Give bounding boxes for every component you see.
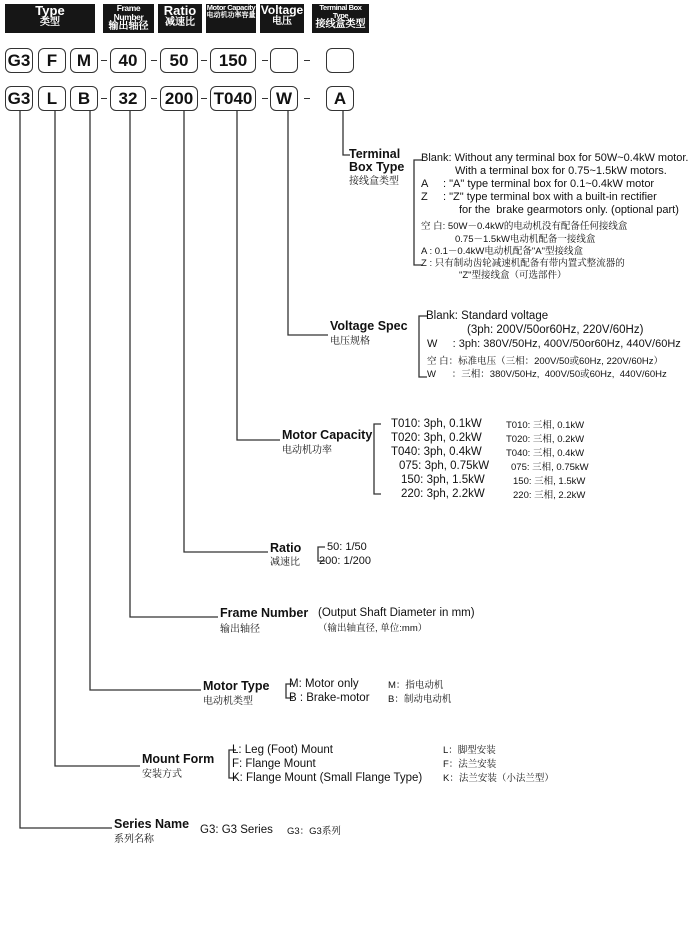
voltage-en-line: Blank: Standard voltage bbox=[426, 310, 549, 322]
connector-voltage bbox=[288, 110, 328, 335]
mount-zh-line: F：法兰安装 bbox=[443, 759, 497, 770]
terminal-en-line: Z : "Z" type terminal box with a built-in rectifier bbox=[421, 191, 657, 203]
mount-en-line: L: Leg (Foot) Mount bbox=[232, 744, 333, 756]
series-title-zh: 系列名称 bbox=[114, 834, 154, 845]
code-box-mount: L bbox=[38, 86, 66, 111]
terminal-title-line2: Box Type bbox=[349, 160, 405, 174]
terminal-zh-line: 空 白: 50W－0.4kW的电动机没有配备任何接线盒 bbox=[421, 221, 628, 232]
capacity-zh-line: 075: 三相, 0.75kW bbox=[511, 462, 589, 473]
terminal-en-line: for the brake gearmotors only. (optional part) bbox=[459, 204, 679, 216]
code-box-motor-type: M bbox=[70, 48, 98, 73]
capacity-zh-line: 150: 三相, 1.5kW bbox=[513, 476, 586, 487]
capacity-title-zh: 电动机功率 bbox=[282, 445, 332, 456]
mount-zh-line: K：法兰安装（小法兰型） bbox=[443, 773, 554, 784]
series-title: Series Name bbox=[114, 817, 190, 831]
ratio-title-zh: 减速比 bbox=[270, 557, 300, 568]
frame-title: Frame Number bbox=[220, 606, 309, 620]
header-frame-en: Frame Number bbox=[113, 3, 144, 22]
code-box-frame: 32 bbox=[110, 86, 146, 111]
header-capacity-zh: 电动机功率容量 bbox=[206, 11, 256, 19]
ratio-item: 200: 1/200 bbox=[319, 555, 371, 567]
header-voltage-zh: 电压 bbox=[272, 15, 292, 27]
connector-mount bbox=[55, 110, 140, 766]
voltage-zh-line: W ：三相：380V/50Hz, 400V/50或60Hz, 440V/60Hz bbox=[427, 369, 667, 380]
voltage-title-zh: 电压规格 bbox=[330, 336, 370, 347]
code-box-series: G3 bbox=[5, 48, 33, 73]
header-frame-zh: 输出轴径 bbox=[108, 20, 149, 32]
frame-title-zh: 输出轴径 bbox=[220, 624, 260, 635]
header-voltage-en: Voltage bbox=[260, 3, 304, 17]
capacity-title: Motor Capacity bbox=[282, 428, 373, 442]
motor-type-en-line: B : Brake-motor bbox=[289, 692, 370, 704]
terminal-en-line: Blank: Without any terminal box for 50W~0.4kW motor. bbox=[421, 152, 689, 164]
bracket-voltage bbox=[419, 316, 427, 377]
header-terminal-zh: 接线盒类型 bbox=[315, 18, 366, 30]
terminal-title-zh: 接线盒类型 bbox=[349, 176, 399, 187]
connector-series bbox=[20, 110, 112, 828]
terminal-zh-line: "Z"型接线盒（可选部件） bbox=[459, 270, 567, 281]
capacity-en-line: T020: 3ph, 0.2kW bbox=[391, 432, 482, 444]
frame-note: (Output Shaft Diameter in mm) bbox=[318, 607, 475, 619]
code-box-capacity: 150 bbox=[210, 48, 256, 73]
terminal-zh-line: A : 0.1－0.4kW电动机配备"A"型接线盒 bbox=[421, 246, 583, 257]
capacity-zh-line: T040: 三相, 0.4kW bbox=[506, 448, 585, 459]
motor-type-zh-line: M：指电动机 bbox=[388, 680, 444, 691]
mount-zh-line: L：脚型安装 bbox=[443, 745, 496, 756]
code-box-ratio: 50 bbox=[160, 48, 198, 73]
code-box-voltage: W bbox=[270, 86, 298, 111]
connector-capacity bbox=[237, 110, 280, 440]
header-ratio-en: Ratio bbox=[163, 3, 197, 18]
ratio-item: 50: 1/50 bbox=[327, 541, 367, 553]
terminal-en-line: With a terminal box for 0.75~1.5kW motors. bbox=[455, 165, 667, 177]
terminal-title-line1: Terminal bbox=[349, 147, 401, 161]
voltage-title: Voltage Spec bbox=[330, 319, 408, 333]
header-type-zh: 类型 bbox=[40, 16, 60, 28]
header-terminal-en: Terminal Box Type bbox=[319, 3, 362, 20]
motor-type-title-zh: 电动机类型 bbox=[203, 696, 253, 707]
bracket-capacity bbox=[374, 424, 381, 494]
capacity-en-line: T040: 3ph, 0.4kW bbox=[391, 446, 482, 458]
code-box-motor-type: B bbox=[70, 86, 98, 111]
terminal-en-line: A : "A" type terminal box for 0.1~0.4kW motor bbox=[421, 178, 655, 190]
capacity-en-line: 220: 3ph, 2.2kW bbox=[401, 488, 485, 500]
connector-ratio bbox=[184, 110, 268, 552]
mount-title: Mount Form bbox=[142, 752, 215, 766]
series-en: G3: G3 Series bbox=[200, 824, 273, 836]
terminal-zh-line: Z : 只有制动齿轮减速机配备有带内置式整流器的 bbox=[421, 258, 625, 269]
capacity-zh-line: T010: 三相, 0.1kW bbox=[506, 420, 585, 431]
header-type-en: Type bbox=[35, 3, 65, 18]
mount-en-line: K: Flange Mount (Small Flange Type) bbox=[232, 772, 423, 784]
capacity-en-line: 150: 3ph, 1.5kW bbox=[401, 474, 485, 486]
series-zh: G3：G3系列 bbox=[287, 826, 341, 837]
capacity-en-line: T010: 3ph, 0.1kW bbox=[391, 418, 482, 430]
mount-en-line: F: Flange Mount bbox=[232, 758, 316, 770]
capacity-zh-line: 220: 三相, 2.2kW bbox=[513, 490, 586, 501]
code-box-ratio: 200 bbox=[160, 86, 198, 111]
motor-type-title: Motor Type bbox=[203, 679, 270, 693]
code-box-terminal: A bbox=[326, 86, 354, 111]
header-ratio-zh: 减速比 bbox=[165, 16, 195, 28]
ratio-title: Ratio bbox=[270, 541, 302, 555]
terminal-zh-line: 0.75－1.5kW电动机配备一接线盒 bbox=[455, 234, 596, 245]
code-box-series: G3 bbox=[5, 86, 33, 111]
voltage-en-line: (3ph: 200V/50or60Hz, 220V/60Hz) bbox=[467, 324, 644, 336]
connector-frame bbox=[130, 110, 218, 617]
capacity-zh-line: T020: 三相, 0.2kW bbox=[506, 434, 585, 445]
header-capacity-en: Motor Capacity bbox=[206, 3, 256, 12]
voltage-en-line: W : 3ph: 380V/50Hz, 400V/50or60Hz, 440V/60Hz bbox=[427, 338, 681, 350]
capacity-en-line: 075: 3ph, 0.75kW bbox=[399, 460, 490, 472]
motor-type-zh-line: B：制动电动机 bbox=[388, 694, 452, 705]
frame-note-zh: （输出轴直径, 单位:mm） bbox=[318, 623, 428, 634]
mount-title-zh: 安装方式 bbox=[142, 769, 182, 780]
code-box-capacity: T040 bbox=[210, 86, 256, 111]
motor-type-en-line: M: Motor only bbox=[289, 678, 359, 690]
voltage-zh-line: 空 白：标准电压（三相：200V/50或60Hz, 220V/60Hz） bbox=[427, 356, 663, 367]
code-box-frame: 40 bbox=[110, 48, 146, 73]
code-box-mount: F bbox=[38, 48, 66, 73]
